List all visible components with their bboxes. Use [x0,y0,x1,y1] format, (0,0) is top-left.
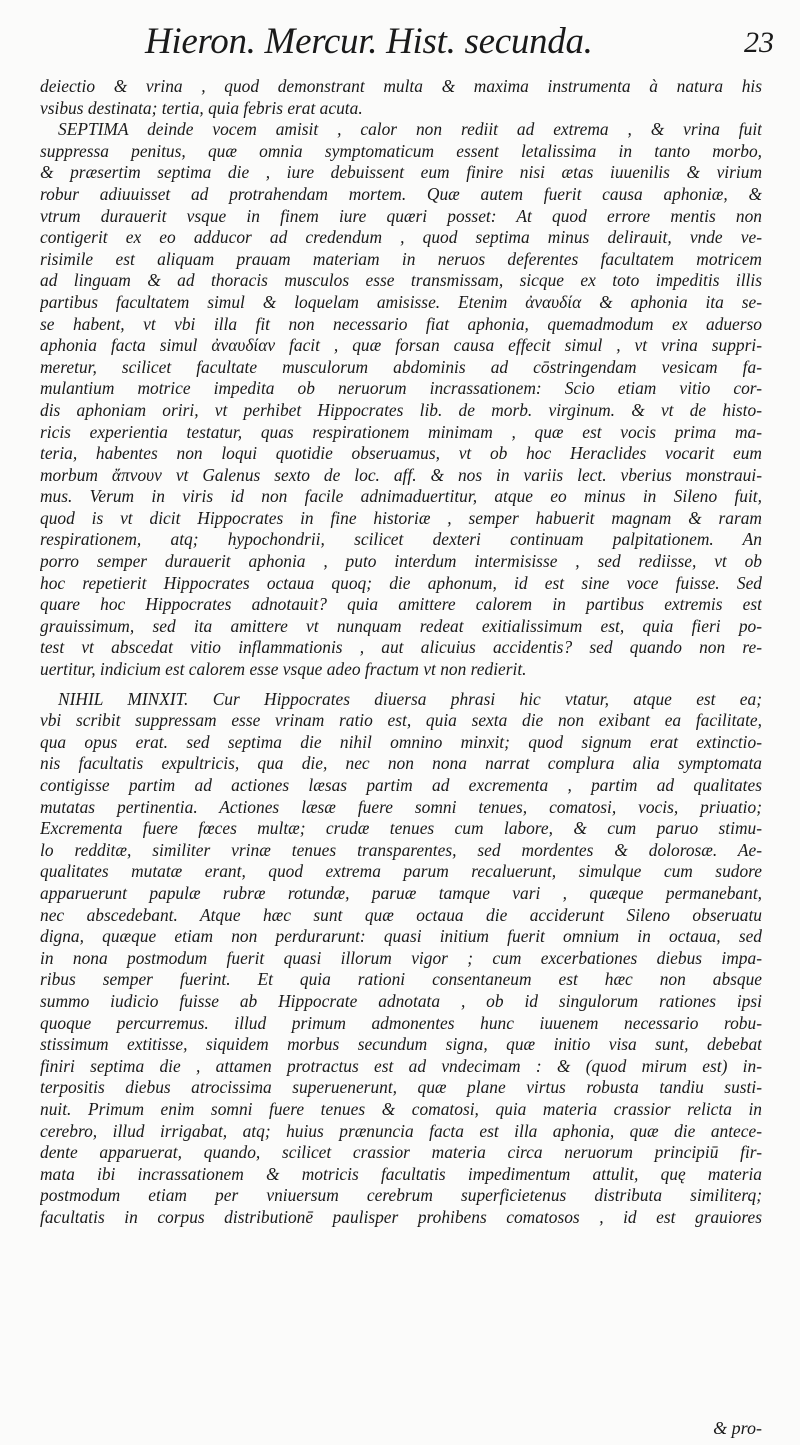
text-line: dente apparuerat, quando, scilicet crassior materia circa neruorum principiū fir- [40,1142,762,1163]
page-number: 23 [744,26,774,59]
text-line: hoc repetierit Hippocrates octaua quoq; die aphonum, id est sine voce fuisse. Sed [40,572,762,593]
text-line: nuit. Primum enim somni fuere tenues & comatosi, quia materia crassior relicta in [40,1098,762,1119]
text-line: quare hoc Hippocrates adnotauit? quia amittere calorem in partibus extremis est [40,594,762,615]
text-line: suppressa penitus, quæ omnia symptomaticum essent letalissima in tanto morbo, [40,140,762,161]
text-line: vtrum durauerit vsque in finem iure quæri posset: At quod errore mentis non [40,205,762,226]
text-line: mulantium motrice impedita ob neruorum incrassationem: Scio etiam vitio cor- [40,378,762,399]
text-line: summo iudicio fuisse ab Hippocrate adnotata , ob id singulorum rationes ipsi [40,990,762,1011]
text-line: mata ibi incrassationem & motricis facultatis impedimentum attulit, quę materia [40,1163,762,1184]
text-line: respirationem, atq; hypochondrii, scilicet dexteri continuam palpitationem. An [40,529,762,550]
text-line: Excrementa fuere fœces multæ; crudæ tenues cum labore, & cum paruo stimu- [40,818,762,839]
text-line: test vt abscedat vitio inflammationis , aut alicuius accidentis? sed quando non re- [40,637,762,658]
text-line: cerebro, illud irrigabat, atq; huius prænuncia facta est illa aphonia, quæ die antece- [40,1120,762,1141]
text-line: partibus facultatem simul & loquelam amisisse. Etenim ἀναυδία & aphonia ita se- [40,291,762,312]
running-head: Hieron. Mercur. Hist. secunda. [145,21,593,62]
text-line: lo redditæ, similiter vrinæ tenues transparentes, sed mordentes & dolorosæ. Ae- [40,839,762,860]
text-line: deiectio & vrina , quod demonstrant multa & maxima instrumenta à natura his [40,76,762,96]
page-header [40,12,780,72]
text-line: dis aphoniam oriri, vt perhibet Hippocrates lib. de morb. virginum. & vt de histo- [40,399,762,420]
text-line: finiri septima die , attamen protractus est ad vndecimam : & (quod mirum est) in- [40,1055,762,1076]
text-line: aphonia facta simul ἀναυδίαν facit , quæ forsan causa effecit simul , vt vrina suppri- [40,335,762,356]
text-line: terpositis diebus atrocissima superuenerunt, quæ plane virtus robusta tandiu susti- [40,1077,762,1098]
text-line: vsibus destinata; tertia, quia febris erat acuta. [40,97,363,118]
text-line: morbum ἄπνουν vt Galenus sexto de loc. aff. & nos in variis lect. vberius monstraui- [40,464,762,485]
text-line: mutatas pertinentia. Actiones læsæ fuere somni tenues, comatosi, vocis, priuatio; [40,796,762,817]
text-line: digna, quæque etiam non perdurarunt: quasi initium fuerit omnium in octaua, sed [40,926,762,947]
text-line: ricis experientia testatur, quas respirationem minimam , quæ est vocis prima ma- [40,421,762,442]
text-line: stissimum extitisse, siquidem morbus secundum signa, quæ initio visa sunt, debebat [40,1034,762,1055]
body-text [40,76,762,1228]
text-line: ad linguam & ad thoracis musculos esse transmissam, sicque ex toto impeditis illis [40,270,762,291]
text-line: grauissimum, sed ita amittere vt nunquam redeat exitialissimum est, quia fieri po- [40,615,762,636]
text-line: ribus semper fuerint. Et quia rationi consentaneum est hæc non absque [40,969,762,990]
text-line: nis facultatis expultricis, qua die, nec non nona narrat complura alia symptomata [40,753,762,774]
text-line: postmodum etiam per vniuersum cerebrum superficietenus distributa similiterq; [40,1185,762,1206]
text-line: porro semper durauerit aphonia , puto interdum intermisisse , sed rediisse, vt ob [40,551,762,572]
text-line: & præsertim septima die , iure debuissent eum finire nisi ætas iuuenilis & virium [40,162,762,183]
catchword: & pro- [713,1418,762,1438]
text-line: qua opus erat. sed septima die nihil omnino minxit; quod signum erat extinctio- [40,731,762,752]
text-line: mus. Verum in viris id non facile adnimaduertitur, atque eo minus in Sileno fuit, [40,486,762,507]
text-line: teria, habentes non loqui quotidie obseruamus, vt ob hoc Heraclides vocarit eum [40,443,762,464]
text-line: apparuerunt papulæ rubræ rotundæ, paruæ tamque vari , quæque permanebant, [40,882,762,903]
text-line: risimile est aliquam prauam materiam in neruos deferentes facultatem motricem [40,248,762,269]
text-line: meretur, scilicet facultate musculorum abdominis ad cōstringendam vesicam fa- [40,356,762,377]
text-line: contigisse partim ad actiones læsas partim ad excrementa , partim ad qualitates [40,775,762,795]
text-line: in nona postmodum fuerit quasi illorum vigor ; cum excerbationes diebus impa- [40,947,762,968]
text-line: uertitur, indicium est calorem esse vsque adeo fractum vt non redierit. [40,659,527,680]
text-line: facultatis in corpus distributionē paulisper prohibens comatosos , id est grauiores [40,1206,762,1227]
paragraph-gap [40,681,762,689]
text-line: contigerit ex eo adducor ad credendum , quod septima minus delirauit, vnde ve- [40,227,762,248]
text-line: robur adiuuisset ad protrahendam mortem. Quæ autem fuerit causa aphoniæ, & [40,183,762,204]
text-line: quod is vt dicit Hippocrates in fine historiæ , semper habuerit magnam & raram [40,507,762,528]
text-line: quoque percurremus. illud primum admonentes hunc iuuenem necessario robu- [40,1012,762,1033]
text-line: se habent, vt vbi illa fit non necessario fiat aphonia, quemadmodum ex aduerso [40,313,762,334]
text-line: vbi scribit suppressam esse vrinam ratio est, quia sexta die non exibant ea facilitate, [40,710,762,731]
text-line: nec abscedebant. Atque hæc sunt quæ octaua die acciderunt Sileno obseruatu [40,904,762,925]
text-line: NIHIL MINXIT. Cur Hippocrates diuersa phrasi hic vtatur, atque est ea; [58,688,762,709]
text-line: SEPTIMA deinde vocem amisit , calor non rediit ad extrema , & vrina fuit [58,119,762,140]
text-line: qualitates mutatæ erant, quod extrema parum recaluerunt, simulque cum sudore [40,861,762,882]
